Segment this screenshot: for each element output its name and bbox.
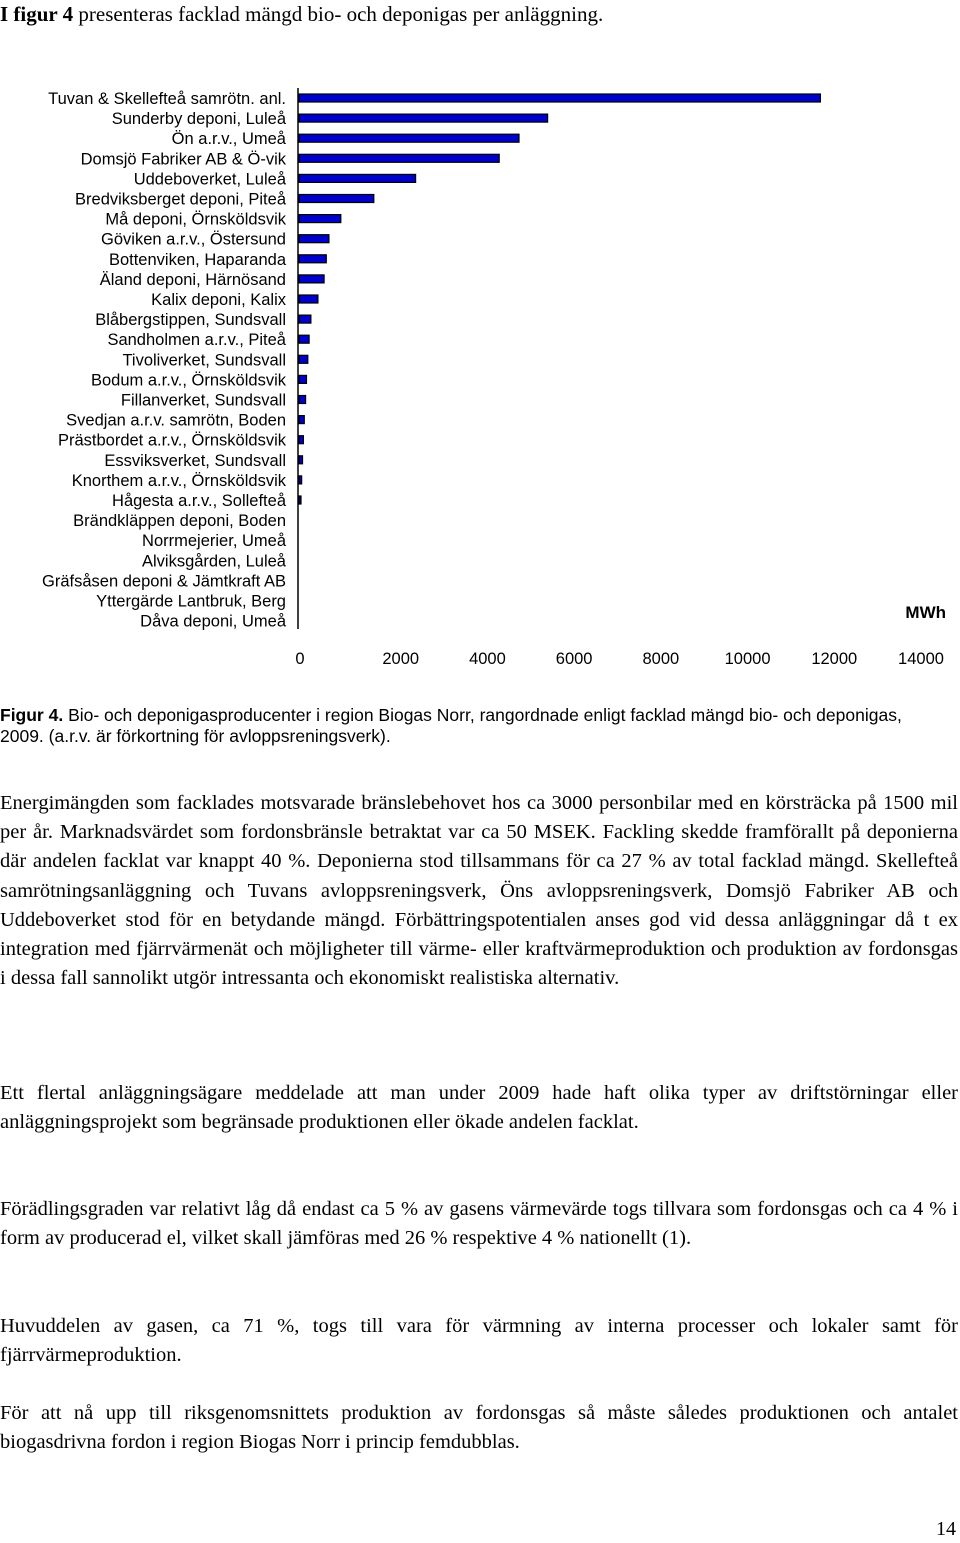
category-label: Brändkläppen deponi, Boden bbox=[73, 512, 286, 531]
category-label: Blåbergstippen, Sundsvall bbox=[95, 311, 286, 330]
x-tick-label: 2000 bbox=[382, 650, 420, 668]
category-label: Knorthem a.r.v., Örnsköldsvik bbox=[71, 471, 286, 490]
paragraph-3: Förädlingsgraden var relativt låg då endast ca 5 % av gasens värmevärde togs tillvara som fordonsgas och ca 4 % i form av producerad el, vilket skall jämföras med 26 % respektive 4 % nationellt (1). bbox=[0, 1198, 958, 1250]
category-label: Norrmejerier, Umeå bbox=[142, 532, 286, 551]
bar bbox=[299, 195, 374, 203]
bar bbox=[299, 295, 318, 303]
category-label: Fillanverket, Sundsvall bbox=[120, 391, 286, 410]
bar bbox=[299, 315, 311, 323]
bar bbox=[299, 416, 304, 424]
category-labels bbox=[42, 90, 287, 631]
category-label: Bredviksberget deponi, Piteå bbox=[75, 190, 286, 209]
bar bbox=[299, 94, 820, 102]
bar bbox=[299, 375, 306, 383]
category-label: Sandholmen a.r.v., Piteå bbox=[107, 331, 286, 350]
x-tick-label: 10000 bbox=[724, 650, 771, 668]
bar bbox=[299, 476, 302, 484]
x-tick-label: 12000 bbox=[811, 650, 858, 668]
bar bbox=[299, 456, 303, 464]
x-tick-label: 4000 bbox=[469, 650, 506, 668]
bar-chart bbox=[0, 80, 960, 680]
category-label: Äland deponi, Härnösand bbox=[99, 270, 286, 289]
category-label: Tivoliverket, Sundsvall bbox=[122, 351, 286, 370]
category-label: Ön a.r.v., Umeå bbox=[171, 130, 286, 149]
category-label: Hågesta a.r.v., Sollefteå bbox=[112, 492, 286, 510]
category-label: Essviksverket, Sundsvall bbox=[104, 451, 286, 470]
caption-text: Bio- och deponigasproducenter i region Biogas Norr, rangordnade enligt facklad mängd bio- och deponigas, 2009. (a.r.v. är förkortning för avloppsreningsverk). bbox=[0, 705, 902, 746]
figure-caption bbox=[0, 705, 950, 747]
bar bbox=[299, 496, 301, 504]
bar bbox=[299, 355, 308, 363]
category-label: Tuvan & Skellefteå samrötn. anl. bbox=[48, 90, 286, 108]
x-tick-label: 6000 bbox=[555, 650, 593, 668]
x-tick-label: 8000 bbox=[642, 650, 680, 668]
bar bbox=[299, 154, 499, 162]
paragraph-2: Ett flertal anläggningsägare meddelade att man under 2009 hade haft olika typer av driftstörningar eller anläggningsprojekt som begränsade produktionen eller ökade andelen facklat. bbox=[0, 1082, 958, 1134]
x-tick-label: 0 bbox=[295, 650, 305, 668]
category-label: Svedjan a.r.v. samrötn, Boden bbox=[66, 411, 286, 430]
category-label: Domsjö Fabriker AB & Ö-vik bbox=[80, 150, 286, 169]
paragraph-4: Huvuddelen av gasen, ca 71 %, togs till vara för värmning av interna processer och lokaler samt för fjärrvärmeproduktion. bbox=[0, 1315, 958, 1367]
category-label: Uddeboverket, Luleå bbox=[133, 170, 286, 189]
category-label: Kalix deponi, Kalix bbox=[151, 291, 286, 309]
bar bbox=[299, 335, 309, 343]
category-label: Dåva deponi, Umeå bbox=[140, 612, 286, 631]
bar bbox=[299, 114, 548, 122]
category-label: Bodum a.r.v., Örnsköldsvik bbox=[90, 371, 286, 390]
intro-bold: I figur 4 bbox=[0, 2, 74, 26]
category-label: Sunderby deponi, Luleå bbox=[111, 110, 286, 129]
bar bbox=[299, 436, 303, 444]
category-label: Må deponi, Örnsköldsvik bbox=[105, 210, 286, 229]
bar bbox=[299, 275, 324, 283]
intro-line bbox=[0, 2, 603, 27]
paragraph-1: Energimängden som facklades motsvarade bränslebehovet hos ca 3000 personbilar med en körsträcka på 1500 mil per år. Marknadsvärdet som fordonsbränsle betraktat var ca 50 MSEK. Fackling skedde framförallt på deponierna där andelen facklat var knappt 40 %. Deponierna stod tillsammans för ca 27 % av total facklad mängd. Skellefteå samrötningsanläggning och Tuvans avloppsreningsverk, Öns avloppsreningsverk, Domsjö Fabriker AB och Uddeboverket stod för en betydande mängd. Förbättringspotentialen anses god vid dessa anläggningar då t ex integration med fjärrvärmenät och möjligheter till värme- eller kraftvärmeproduktion och produktion av fordonsgas i dessa fall sannolikt utgör intressanta och ekonomiskt realistiska alternativ. bbox=[0, 792, 958, 990]
bar bbox=[299, 235, 329, 243]
bar bbox=[299, 215, 341, 223]
category-label: Yttergärde Lantbruk, Berg bbox=[96, 592, 286, 611]
bar bbox=[299, 396, 306, 404]
x-axis-label: MWh bbox=[905, 603, 946, 622]
bar bbox=[299, 255, 326, 263]
category-label: Bottenviken, Haparanda bbox=[108, 250, 286, 269]
category-label: Alviksgården, Luleå bbox=[141, 552, 286, 571]
x-tick-labels bbox=[295, 650, 944, 668]
bars bbox=[299, 94, 820, 504]
category-label: Gräfsåsen deponi & Jämtkraft AB bbox=[42, 572, 286, 591]
category-label: Göviken a.r.v., Östersund bbox=[101, 230, 286, 249]
x-tick-label: 14000 bbox=[898, 650, 944, 668]
page-number: 14 bbox=[936, 1518, 956, 1540]
paragraph-5: För att nå upp till riksgenomsnittets produktion av fordonsgas så måste således produktionen och antalet biogasdrivna fordon i region Biogas Norr i princip femdubblas. bbox=[0, 1402, 958, 1454]
category-label: Prästbordet a.r.v., Örnsköldsvik bbox=[57, 431, 286, 450]
bar bbox=[299, 174, 416, 182]
caption-label: Figur 4. bbox=[0, 705, 64, 725]
intro-text: presenteras facklad mängd bio- och deponigas per anläggning. bbox=[73, 2, 604, 26]
bar bbox=[299, 134, 519, 142]
